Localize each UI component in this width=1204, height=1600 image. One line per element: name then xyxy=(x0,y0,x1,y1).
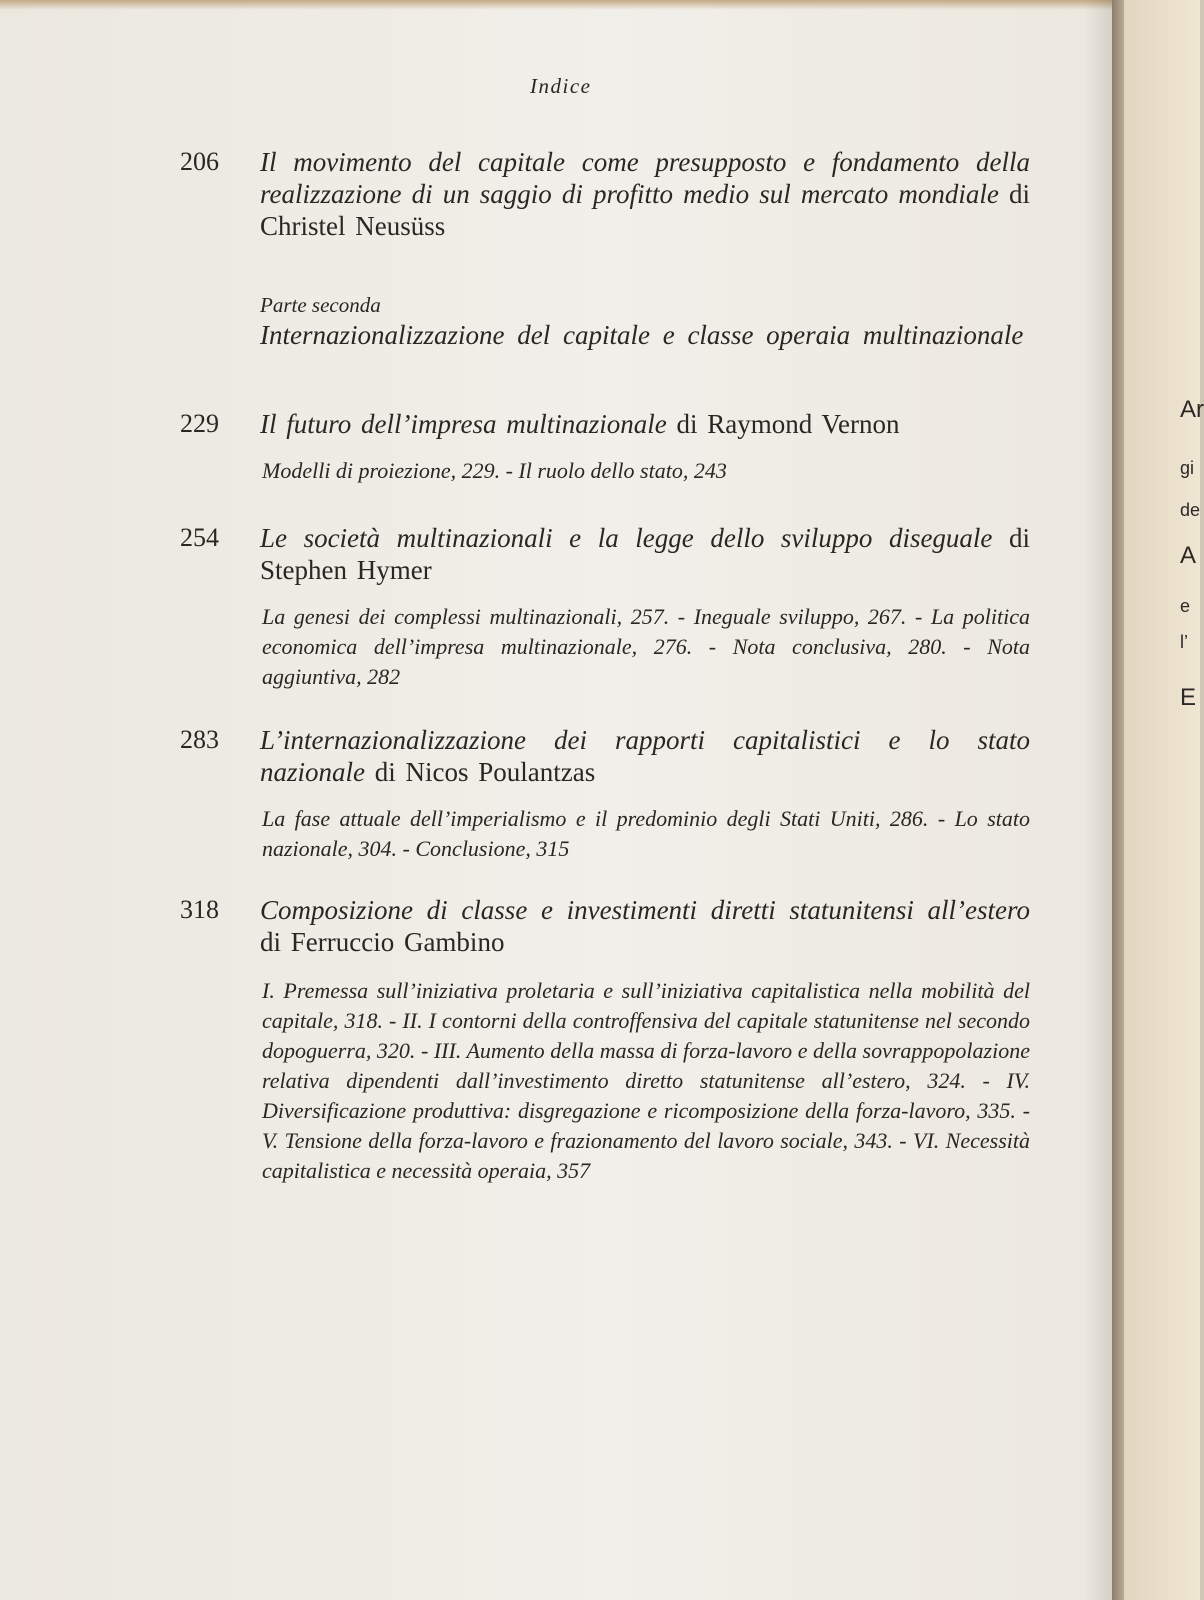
part-label: Parte seconda xyxy=(260,293,381,317)
adjacent-page-fragment: de xyxy=(1180,500,1201,520)
entry-page-number: 254 xyxy=(180,523,219,552)
entry-author: di Christel Neusüss xyxy=(260,179,1030,241)
entry-author: di Stephen Hymer xyxy=(260,523,1031,585)
part-title: Internazionalizzazione del capitale e classe operaia multinazionale xyxy=(260,320,1024,350)
entry-sections: Modelli di proiezione, 229. - Il ruolo dello stato, 243 xyxy=(262,458,727,483)
adjacent-page-fragment: e xyxy=(1180,596,1191,616)
entry-title xyxy=(260,408,1030,440)
entry-page-number: 318 xyxy=(180,895,219,924)
entry-title-text: Le società multinazionali e la legge dello sviluppo diseguale xyxy=(260,523,993,553)
entry-page-number: 229 xyxy=(180,409,219,438)
entry-title-text: L’internazionalizzazione dei rapporti capitalistici e lo stato nazionale xyxy=(260,725,1030,787)
adjacent-page-fragment: E xyxy=(1180,684,1197,711)
entry-page-number: 206 xyxy=(180,147,219,176)
entry-author: di Ferruccio Gambino xyxy=(260,927,505,957)
adjacent-page-fragment: l’ xyxy=(1180,632,1188,652)
entry-title-text: Composizione di classe e investimenti diretti statunitensi all’estero xyxy=(260,895,1030,925)
entry-author: di Raymond Vernon xyxy=(676,409,900,439)
entry-sections: La fase attuale dell’imperialismo e il predominio degli Stati Uniti, 286. - Lo stato nazionale, 304. - Conclusione, 315 xyxy=(262,806,1030,861)
entry-title xyxy=(260,522,1030,586)
entry-sections: I. Premessa sull’iniziativa proletaria e sull’iniziativa capitalistica nella mobilità del capitale, 318. - II. I contorni della controffensiva del capitale statunitense nel secondo dopoguerra, 320. - III. Aumento della massa di forza-lavoro e della sovrappopolazione relativa dipendenti dall’investimento diretto statunitense all’estero, 324. - IV. Diversificazione produttiva: disgregazione e ricomposizione della forza-lavoro, 335. - V. Tensione della forza-lavoro e frazionamento del lavoro sociale, 343. - VI. Necessità capitalistica e necessità operaia, 357 xyxy=(262,978,1030,1183)
entry-author: di Nicos Poulantzas xyxy=(374,757,596,787)
entry-title-text: Il futuro dell’impresa multinazionale xyxy=(260,409,667,439)
entry-title xyxy=(260,146,1030,242)
entry-page-number: 283 xyxy=(180,725,219,754)
entry-title-text: Il movimento del capitale come presupposto e fondamento della realizzazione di un saggio di profitto medio sul mercato mondiale xyxy=(260,147,1030,209)
entry-title xyxy=(260,724,1030,788)
book-gutter xyxy=(1112,0,1124,1600)
adjacent-page xyxy=(1124,0,1204,1600)
adjacent-page-fragment: Ar xyxy=(1180,396,1204,423)
adjacent-page-fragment: gi xyxy=(1180,458,1195,478)
adjacent-page-fragment: A xyxy=(1180,542,1197,569)
entry-sections: La genesi dei complessi multinazionali, 257. - Ineguale sviluppo, 267. - La politica economica dell’impresa multinazionale, 276. - Nota conclusiva, 280. - Nota aggiuntiva, 282 xyxy=(262,604,1030,689)
entry-title xyxy=(260,894,1030,958)
running-head: Indice xyxy=(530,74,592,98)
